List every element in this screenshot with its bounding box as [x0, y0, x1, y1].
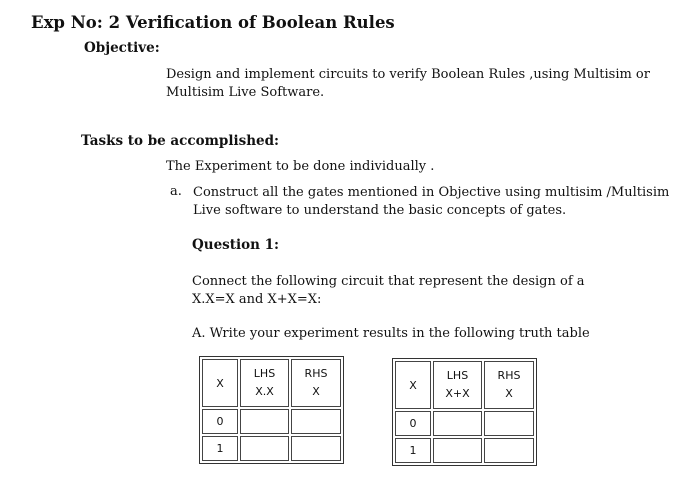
list-item-a-line-2: Live software to understand the basic concepts of gates.	[193, 203, 567, 218]
header-lhs-label: LHS	[253, 367, 276, 380]
question-heading: Question 1:	[192, 237, 280, 253]
table-row	[202, 409, 341, 434]
objective-line-1: Design and implement circuits to verify Boolean Rules ,using Multisim or	[166, 67, 650, 82]
header-rhs-expr: X	[505, 387, 513, 400]
cell-rhs[interactable]	[291, 436, 341, 461]
list-marker-a: a.	[170, 184, 182, 199]
header-lhs-label: LHS	[446, 369, 469, 382]
cell-rhs[interactable]	[291, 409, 341, 434]
truth-table-or	[392, 358, 537, 466]
header-x: X	[202, 359, 238, 407]
list-item-a	[193, 184, 669, 220]
list-item-a-line-1: Construct all the gates mentioned in Objective using multisim /Multisim	[193, 185, 670, 200]
table-header-row	[395, 361, 534, 409]
table-row	[395, 438, 534, 463]
cell-lhs[interactable]	[433, 411, 482, 436]
cell-lhs[interactable]	[240, 409, 289, 434]
cell-x: 1	[395, 438, 431, 463]
header-rhs	[484, 361, 534, 409]
header-x: X	[395, 361, 431, 409]
header-rhs-expr: X	[312, 385, 320, 398]
cell-x: 0	[395, 411, 431, 436]
header-lhs-expr: X+X	[445, 387, 470, 400]
question-line-2: X.X=X and X+X=X:	[192, 292, 322, 307]
table-row	[202, 436, 341, 461]
header-rhs-label: RHS	[304, 367, 328, 380]
header-rhs-label: RHS	[497, 369, 521, 382]
question-line-1: Connect the following circuit that represent the design of a	[192, 274, 585, 289]
header-lhs	[240, 359, 289, 407]
objective-heading: Objective:	[84, 40, 160, 56]
cell-lhs[interactable]	[240, 436, 289, 461]
cell-x: 0	[202, 409, 238, 434]
objective-text	[166, 66, 650, 102]
cell-x: 1	[202, 436, 238, 461]
cell-rhs[interactable]	[484, 411, 534, 436]
tasks-intro: The Experiment to be done individually .	[166, 159, 435, 174]
objective-line-2: Multisim Live Software.	[166, 85, 325, 100]
cell-lhs[interactable]	[433, 438, 482, 463]
header-lhs-expr: X.X	[255, 385, 274, 398]
cell-rhs[interactable]	[484, 438, 534, 463]
table-header-row	[202, 359, 341, 407]
truth-table-and	[199, 356, 344, 464]
document-title: Exp No: 2 Verification of Boolean Rules	[31, 13, 395, 32]
table-row	[395, 411, 534, 436]
header-rhs	[291, 359, 341, 407]
header-lhs	[433, 361, 482, 409]
question-text	[192, 273, 585, 309]
task-a-text: A. Write your experiment results in the following truth table	[192, 326, 590, 341]
tasks-heading: Tasks to be accomplished:	[81, 133, 280, 149]
